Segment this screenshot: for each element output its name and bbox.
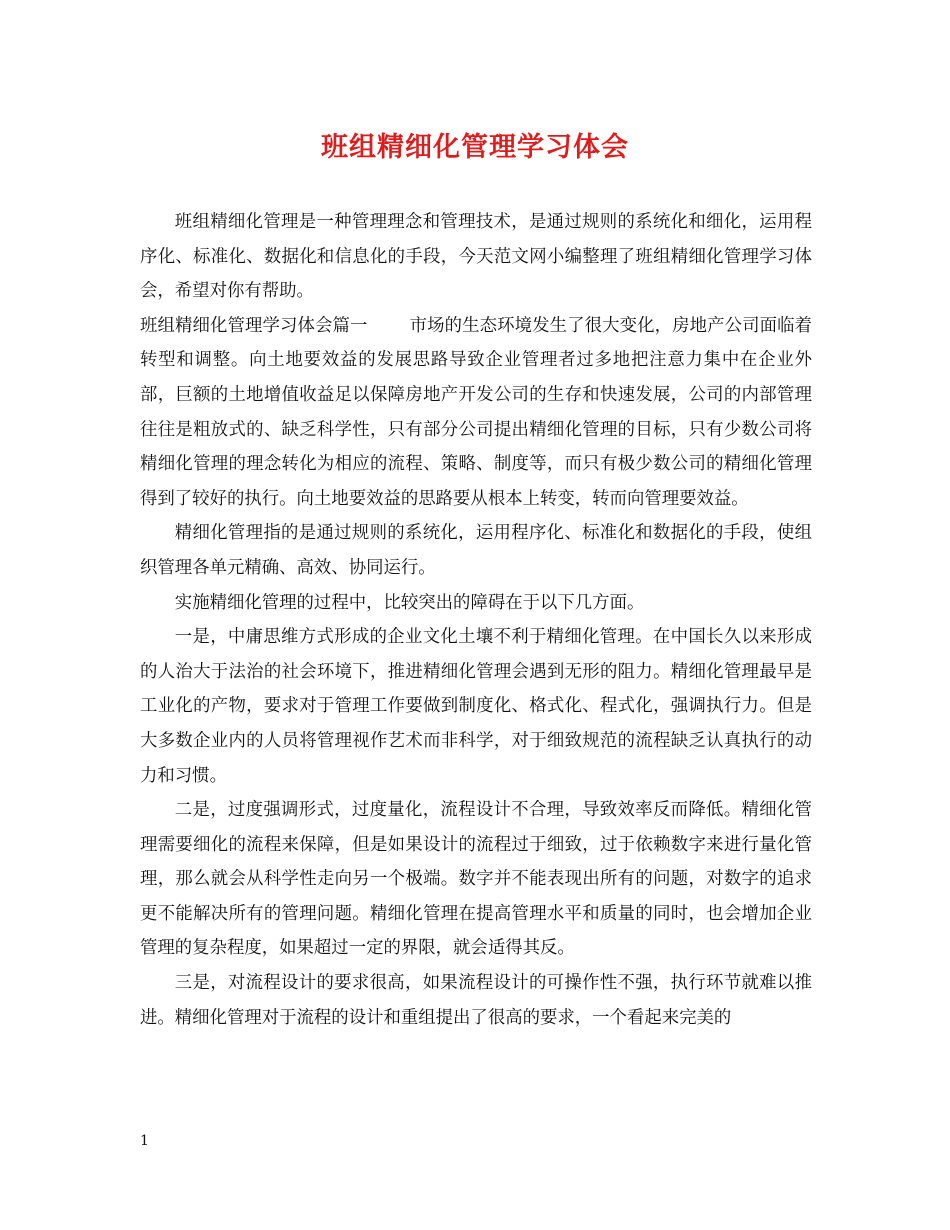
section-heading: 班组精细化管理学习体会篇一: [140, 315, 368, 336]
body-paragraph: 三是，对流程设计的要求很高，如果流程设计的可操作性不强，执行环节就难以推进。精细化管理对于流程的设计和重组提出了很高的要求，一个看起来完美的: [140, 973, 812, 1028]
body-paragraph: 实施精细化管理的过程中，比较突出的障碍在于以下几方面。: [174, 592, 645, 613]
document-body: [140, 205, 812, 1035]
body-paragraph: 精细化管理指的是通过规则的系统化，运用程序化、标准化和数据化的手段，使组织管理各单元精确、高效、协同运行。: [140, 523, 812, 578]
body-paragraph: 一是，中庸思维方式形成的企业文化土壤不利于精细化管理。在中国长久以来形成的人治大于法治的社会环境下，推进精细化管理会遇到无形的阻力。精细化管理最早是工业化的产物，要求对于管理工作要做到制度化、格式化、程式化，强调执行力。但是大多数企业内的人员将管理视作艺术而非科学，对于细致规范的流程缺乏认真执行的动力和习惯。: [140, 627, 812, 786]
section-paragraph: [140, 309, 812, 517]
body-paragraph: 二是，过度强调形式，过度量化，流程设计不合理，导致效率反而降低。精细化管理需要细化的流程来保障，但是如果设计的流程过于细致，过于依赖数字来进行量化管理，那么就会从科学性走向另一个极端。数字并不能表现出所有的问题，对数字的追求更不能解决所有的管理问题。精细化管理在提高管理水平和质量的同时，也会增加企业管理的复杂程度，如果超过一定的界限，就会适得其反。: [140, 800, 812, 959]
document-title: 班组精细化管理学习体会: [321, 132, 629, 163]
intro-paragraph: 班组精细化管理是一种管理理念和管理技术，是通过规则的系统化和细化，运用程序化、标准化、数据化和信息化的手段，今天范文网小编整理了班组精细化管理学习体会，希望对你有帮助。: [140, 212, 812, 302]
page-number: 1: [140, 1133, 149, 1149]
section-first-paragraph-text: 市场的生态环境发生了很大变化，房地产公司面临着转型和调整。向土地要效益的发展思路导致企业管理者过多地把注意力集中在企业外部，巨额的土地增值收益足以保障房地产开发公司的生存和快速发展，公司的内部管理往往是粗放式的、缺乏科学性，只有部分公司提出精细化管理的目标，只有少数公司将精细化管理的理念转化为相应的流程、策略、制度等，而只有极少数公司的精细化管理得到了较好的执行。向土地要效益的思路要从根本上转变，转而向管理要效益。: [140, 315, 812, 509]
